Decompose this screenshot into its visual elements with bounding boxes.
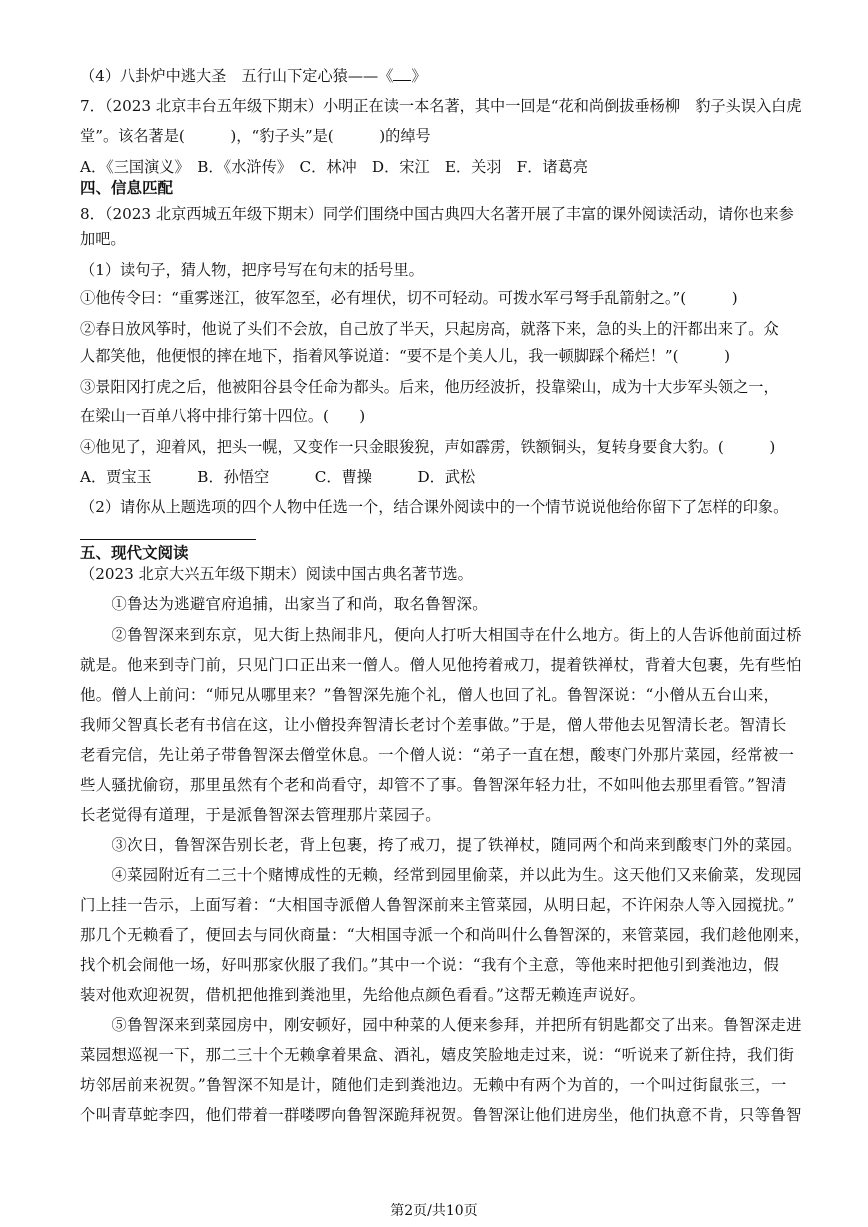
- sentence-3-line-2: 在梁山一百单八将中排行第十四位。( ): [80, 407, 366, 425]
- answer-blank: [393, 66, 411, 81]
- passage-line: 装对他欢迎祝贺，借机把他推到粪池里，先给他点颜色看看。”这帮无赖连声说好。: [80, 986, 646, 1004]
- passage-line: 那几个无赖看了，便回去与同伙商量：“大相国寺派一个和尚叫什么鲁智深的，来管菜园，我们趁他刚来，: [80, 926, 810, 944]
- passage-line: 我师父智真长老有书信在这，让小僧投奔智清长老讨个差事做。”于是，僧人带他去见智清长老。智清长: [80, 716, 787, 734]
- question-7-line-1: 7．（2023 北京丰台五年级下期末）小明正在读一本名著，其中一回是“花和尚倒拔垂杨柳 豹子头误入白虎: [80, 97, 802, 115]
- sentence-1: ①他传令曰：“重雾迷江，彼军忽至，必有埋伏，切不可轻动。可拨水军弓弩手乱箭射之。”( ): [80, 289, 738, 307]
- passage-line: 门上挂一告示，上面写着：“大相国寺派僧人鲁智深前来主管菜园，从明日起，不许闲杂人等入园搅扰。”: [80, 896, 795, 914]
- sentence-3-line-1: ③景阳冈打虎之后，他被阳谷县令任命为都头。后来，他历经波折，投靠梁山，成为十大步军头领之一，: [80, 378, 779, 396]
- passage-line: ④菜园附近有二三十个赌博成性的无赖，经常到园里偷菜，并以此为生。这天他们又来偷菜，发现园: [80, 866, 802, 884]
- question-8-line-1: 8．（2023 北京西城五年级下期末）同学们围绕中国古典四大名著开展了丰富的课外阅读活动，请你也来参: [80, 205, 794, 223]
- question-7-options: A．《三国演义》 B．《水浒传》 C．林冲 D．宋江 E．关羽 F．诸葛亮: [80, 158, 588, 176]
- answer-line: [80, 539, 256, 540]
- passage-line: 找个机会闹他一场，好叫那家伙服了我们。”其中一个说：“我有个主意，等他来时把他引到粪池边，假: [80, 956, 780, 974]
- passage-line: 老看完信，先让弟子带鲁智深去僧堂休息。一个僧人说：“弟子一直在想，酸枣门外那片菜园，经常被一: [80, 746, 795, 764]
- question-8-sub-2: （2）请你从上题选项的四个人物中任选一个，结合课外阅读中的一个情节说说他给你留下了怎样的印象。: [80, 498, 789, 516]
- passage-line: ③次日，鲁智深告别长老，背上包裹，挎了戒刀，提了铁禅杖，随同两个和尚来到酸枣门外的菜园。: [80, 836, 802, 854]
- passage-line: ①鲁达为逃避官府追捕，出家当了和尚，取名鲁智深。: [80, 595, 488, 613]
- passage-line: 些人骚扰偷窃，那里虽然有个老和尚看守，却管不了事。鲁智深年轻力壮，不如叫他去那里看管。”智清: [80, 776, 787, 794]
- sentence-4: ④他见了，迎着风，把头一幌，又变作一只金眼狻猊，声如霹雳，铁额铜头，复转身要食大豹。( ): [80, 438, 776, 456]
- question-4-line: [80, 66, 427, 86]
- passage-line: 个叫青草蛇李四，他们带着一群喽啰向鲁智深跪拜祝贺。鲁智深让他们进房坐，他们执意不肯，只等鲁智: [80, 1106, 802, 1124]
- question-4-text: （4）八卦炉中逃大圣 五行山下定心猿——《: [80, 67, 394, 85]
- sentence-2-line-1: ②春日放风筝时，他说了头们不会放，自己放了半天，只起房高，就落下来，急的头上的汗都出来了。众: [80, 320, 779, 338]
- passage-line: 菜园想巡视一下，那二三十个无赖拿着果盒、酒礼，嬉皮笑脸地走过来，说：“听说来了新住持，我们街: [80, 1046, 795, 1064]
- question-8-line-2: 加吧。: [80, 230, 126, 248]
- passage-line: 长老觉得有道理，于是派鲁智深去管理那片菜园子。: [80, 806, 441, 824]
- question-4-tail: 》: [411, 67, 427, 85]
- section-heading-5: 五、现代文阅读: [80, 544, 189, 562]
- sentence-2-line-2: 人都笑他，他便恨的摔在地下，指着风筝说道：“要不是个美人儿，我一顿脚踩个稀烂！”( ): [80, 347, 731, 365]
- reading-source: （2023 北京大兴五年级下期末）阅读中国古典名著节选。: [80, 565, 473, 583]
- passage-line: 他。僧人上前问：“师兄从哪里来？”鲁智深先施个礼，僧人也回了礼。鲁智深说：“小僧从五台山来，: [80, 686, 780, 704]
- passage-line: 坊邻居前来祝贺。”鲁智深不知是计，随他们走到粪池边。无赖中有两个为首的，一个叫过街鼠张三，一: [80, 1076, 787, 1094]
- question-8-options: A．贾宝玉 B．孙悟空 C．曹操 D．武松: [80, 468, 476, 486]
- question-8-sub-1: （1）读句子，猜人物，把序号写在句末的括号里。: [80, 261, 424, 279]
- passage-line: 就是。他来到寺门前，只见门口正出来一僧人。僧人见他挎着戒刀，提着铁禅杖，背着大包裹，先有些怕: [80, 656, 802, 674]
- passage-line: ⑤鲁智深来到菜园房中，刚安顿好，园中种菜的人便来参拜，并把所有钥匙都交了出来。鲁智深走进: [80, 1016, 802, 1034]
- passage-line: ②鲁智深来到东京，见大街上热闹非凡，便向人打听大相国寺在什么地方。街上的人告诉他前面过桥: [80, 626, 802, 644]
- question-7-line-2: 堂”。该名著是( )，“豹子头”是( )的绰号: [80, 127, 431, 145]
- section-heading-4: 四、信息匹配: [80, 179, 174, 197]
- page-footer: 第2页/共10页: [390, 1203, 478, 1219]
